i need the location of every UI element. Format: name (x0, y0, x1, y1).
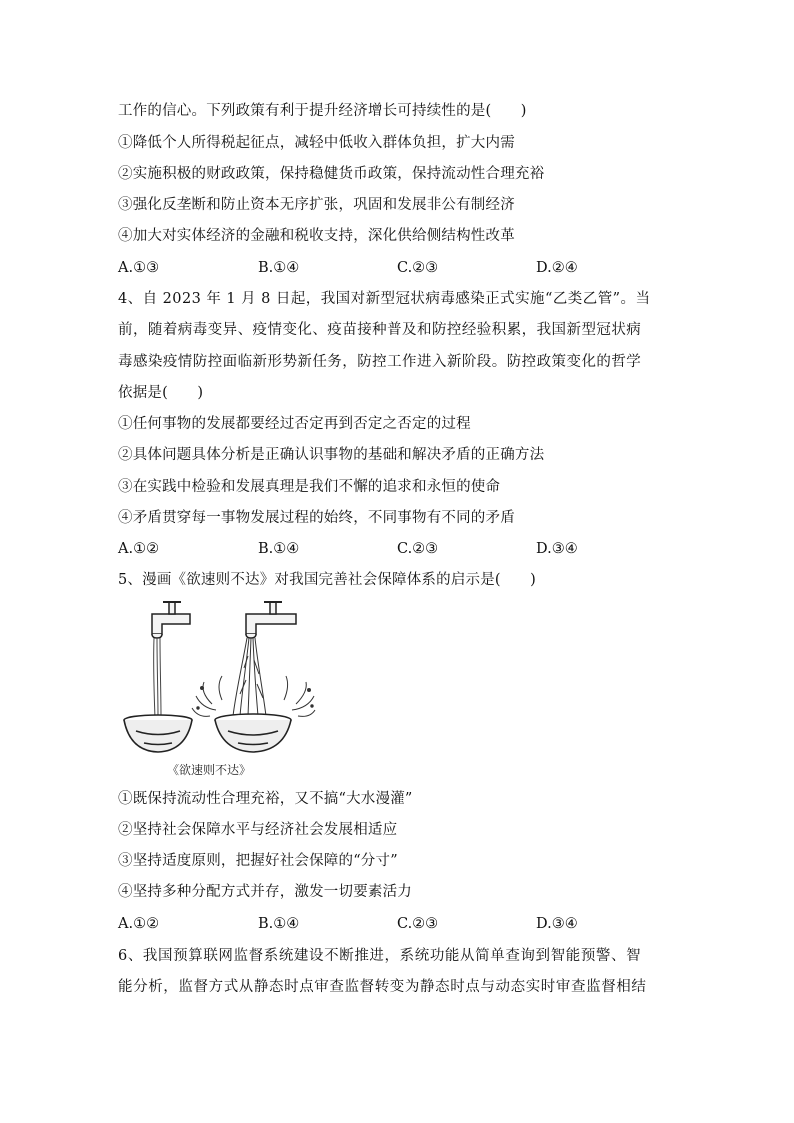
question4-stem-line-3: 毒感染疫情防控面临新形势新任务，防控工作进入新阶段。防控政策变化的哲学 (118, 354, 642, 370)
question4-choice-d: D.③④ (536, 541, 578, 557)
question5-choice-b: B.①④ (258, 916, 300, 932)
question3-choice-b: B.①④ (258, 260, 300, 276)
question4-option-2: ②具体问题具体分析是正确认识事物的基础和解决矛盾的正确方法 (118, 447, 545, 463)
question3-option-1: ①降低个人所得税起征点，减轻中低收入群体负担，扩大内需 (118, 135, 515, 151)
right-faucet (246, 602, 296, 638)
question3-choice-c: C.②③ (397, 260, 439, 276)
question5-stem: 5、漫画《欲速则不达》对我国完善社会保障体系的启示是( ) (118, 572, 537, 588)
question5-choices (118, 914, 618, 934)
question5-choice-c: C.②③ (397, 916, 439, 932)
question3-choice-d: D.②④ (536, 260, 578, 276)
question3-choice-a: A.①③ (118, 260, 160, 276)
question5-choice-a: A.①② (118, 916, 160, 932)
question4-option-1: ①任何事物的发展都要经过否定再到否定之否定的过程 (118, 416, 471, 432)
question5-option-3: ③坚持适度原则，把握好社会保障的“分寸” (118, 853, 398, 869)
question5-choice-d: D.③④ (536, 916, 578, 932)
cartoon-image (118, 596, 318, 782)
question4-option-4: ④矛盾贯穿每一事物发展过程的始终，不同事物有不同的矛盾 (118, 510, 515, 526)
question4-choice-a: A.①② (118, 541, 160, 557)
question6-stem-line-1: 6、我国预算联网监督系统建设不断推进，系统功能从简单查询到智能预警、智 (118, 948, 642, 964)
question4-choice-b: B.①④ (258, 541, 300, 557)
question4-stem-line-1: 4、自 2023 年 1 月 8 日起，我国对新型冠状病毒感染正式实施“乙类乙管”。当 (118, 291, 651, 307)
left-water-stream (154, 638, 161, 718)
question3-choices (118, 258, 618, 278)
left-bowl (124, 715, 192, 752)
question5-option-4: ④坚持多种分配方式并存，激发一切要素活力 (118, 884, 412, 900)
question4-option-3: ③在实践中检验和发展真理是我们不懈的追求和永恒的使命 (118, 479, 501, 495)
cartoon-drawing (118, 596, 318, 756)
left-faucet (152, 602, 190, 638)
question3-option-2: ②实施积极的财政政策，保持稳健货币政策，保持流动性合理充裕 (118, 166, 545, 182)
water-splash (192, 676, 315, 716)
question3-stem: 工作的信心。下列政策有利于提升经济增长可持续性的是( ) (118, 103, 527, 119)
question4-choices (118, 539, 618, 559)
cartoon-caption: 《欲速则不达》 (167, 763, 252, 777)
question4-stem-line-4: 依据是( ) (118, 385, 204, 401)
question5-option-2: ②坚持社会保障水平与经济社会发展相适应 (118, 822, 398, 838)
question3-option-4: ④加大对实体经济的金融和税收支持，深化供给侧结构性改革 (118, 228, 515, 244)
question4-choice-c: C.②③ (397, 541, 439, 557)
question5-option-1: ①既保持流动性合理充裕，又不搞“大水漫灌” (118, 791, 413, 807)
question6-stem-line-2: 能分析，监督方式从静态时点审查监督转变为静态时点与动态实时审查监督相结 (118, 979, 647, 995)
right-bowl (215, 714, 291, 752)
right-water-stream (233, 638, 266, 716)
question4-stem-line-2: 前，随着病毒变异、疫情变化、疫苗接种普及和防控经验积累，我国新型冠状病 (118, 322, 642, 338)
question3-option-3: ③强化反垄断和防止资本无序扩张，巩固和发展非公有制经济 (118, 197, 515, 213)
